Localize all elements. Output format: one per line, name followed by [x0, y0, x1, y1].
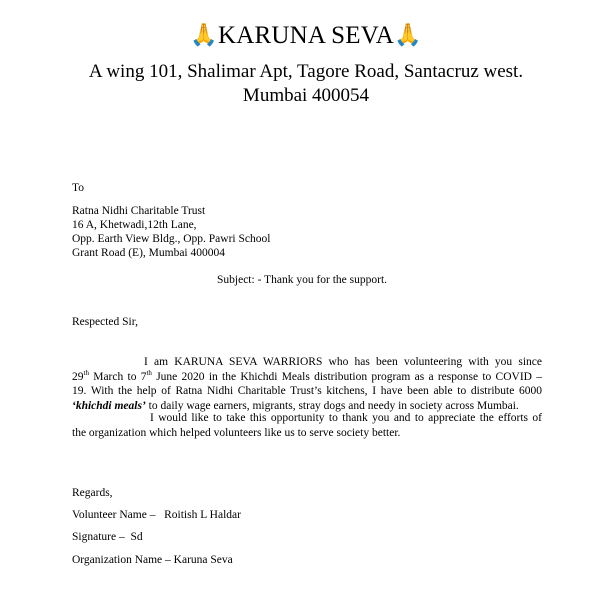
para1-line-2 — [72, 370, 542, 385]
recipient-address-line-1: 16 A, Khetwadi,12th Lane, — [72, 219, 197, 231]
subject-line: Subject: - Thank you for the support. — [217, 274, 388, 286]
para1-line-1: I am KARUNA SEVA WARRIORS who has been volunteering with you since — [144, 356, 542, 368]
salutation: Respected Sir, — [72, 316, 138, 328]
letterhead-title — [0, 19, 612, 52]
paragraph-2 — [72, 411, 542, 440]
para1-line-4-rest: to daily wage earners, migrants, stray dogs and needy in society across Mumbai. — [145, 399, 519, 412]
para1-line-2-rest: June 2020 in the Khichdi Meals distribution program as a response to COVID – — [151, 370, 542, 383]
closing-regards: Regards, — [72, 487, 113, 499]
volunteer-name: Volunteer Name – Roitish L Haldar — [72, 509, 241, 521]
praying-hands-icon-right: 🙏 — [394, 22, 422, 47]
para2-line-1: I would like to take this opportunity to thank you and to appreciate the efforts of — [150, 412, 542, 424]
recipient-address-line-3: Grant Road (E), Mumbai 400004 — [72, 247, 225, 259]
date-start-day: 29 — [72, 370, 84, 383]
signature-line: Signature – Sd — [72, 531, 143, 543]
organization-name: Organization Name – Karuna Seva — [72, 554, 233, 566]
para1-line-2-mid: March to 7 — [88, 370, 147, 383]
recipient-address-line-2: Opp. Earth View Bldg., Opp. Pawri School — [72, 233, 271, 245]
address-line-2: Mumbai 400054 — [242, 85, 370, 106]
address-line-1: A wing 101, Shalimar Apt, Tagore Road, Santacruz west. — [88, 61, 524, 82]
paragraph-1 — [72, 355, 542, 413]
recipient-name: Ratna Nidhi Charitable Trust — [72, 205, 206, 217]
date-end-suffix: th — [146, 368, 152, 377]
date-start-suffix: th — [83, 368, 89, 377]
para1-line-3: 19. With the help of Ratna Nidhi Charitable Trust’s kitchens, I have been able to distribute 6000 — [72, 385, 542, 397]
khichdi-meals-emphasis: ‘khichdi meals’ — [72, 399, 146, 412]
to-label: To — [72, 182, 84, 194]
praying-hands-icon-left: 🙏 — [190, 22, 218, 47]
org-name: KARUNA SEVA — [217, 22, 395, 49]
para2-line-2: the organization which helped volunteers like us to serve society better. — [72, 426, 401, 439]
